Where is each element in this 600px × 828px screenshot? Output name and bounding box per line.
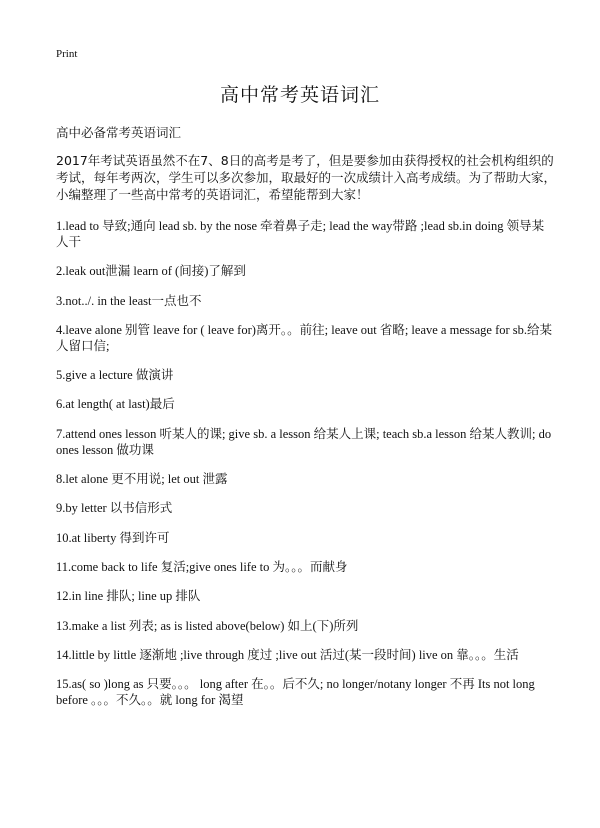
- vocab-item: 3.not../. in the least一点也不: [56, 293, 202, 308]
- vocab-item: 12.in line 排队; line up 排队: [56, 589, 201, 604]
- vocab-item: 10.at liberty 得到许可: [56, 530, 170, 545]
- vocab-item: 4.leave alone 别管 leave for ( leave for)离开。。前往; leave out 省略; leave a message for sb.给某人留口信;: [56, 322, 553, 353]
- intro-paragraph: 2017年考试英语虽然不在7、8日的高考是考了，但是要参加由获得授权的社会机构组织的考试，每年考两次，学生可以多次参加，取最好的一次成绩计入高考成绩。为了帮助大家，小编整理了一些高中常考的英语词汇，希望能帮到大家！: [56, 153, 557, 202]
- document-title: 高中常考英语词汇: [219, 84, 380, 106]
- vocab-item: 5.give a lecture 做演讲: [56, 368, 174, 383]
- vocab-item: 15.as( so )long as 只要。。。 long after 在。。后不久; no longer/notany longer 不再 Its not long before 。。。不久。。就 long for 渴望: [56, 677, 535, 708]
- vocab-item: 2.leak out泄漏 learn of (间接)了解到: [56, 264, 246, 279]
- vocab-item: 1.lead to 导致;通向 lead sb. by the nose 牵着鼻子走; lead the way带路 ;lead sb.in doing 领导某人干: [56, 219, 545, 249]
- vocab-item: 8.let alone 更不用说; let out 泄露: [56, 472, 228, 487]
- vocab-item: 14.little by little 逐渐地 ;live through 度过 ;live out 活过(某一段时间) live on 靠。。。生活: [56, 647, 519, 662]
- vocab-item: 9.by letter 以书信形式: [56, 501, 173, 516]
- print-label: Print: [56, 48, 78, 60]
- document-subtitle: 高中必备常考英语词汇: [56, 125, 182, 140]
- vocabulary-list: [56, 218, 556, 721]
- vocab-item: 7.attend ones lesson 听某人的课; give sb. a lesson 给某人上课; teach sb.a lesson 给某人教训; do ones lesson 做功课: [56, 426, 552, 457]
- vocab-item: 11.come back to life 复活;give ones life to 为。。。而献身: [56, 559, 348, 574]
- vocab-item: 13.make a list 列表; as is listed above(below) 如上(下)所列: [56, 618, 359, 633]
- vocab-item: 6.at length( at last)最后: [56, 397, 175, 412]
